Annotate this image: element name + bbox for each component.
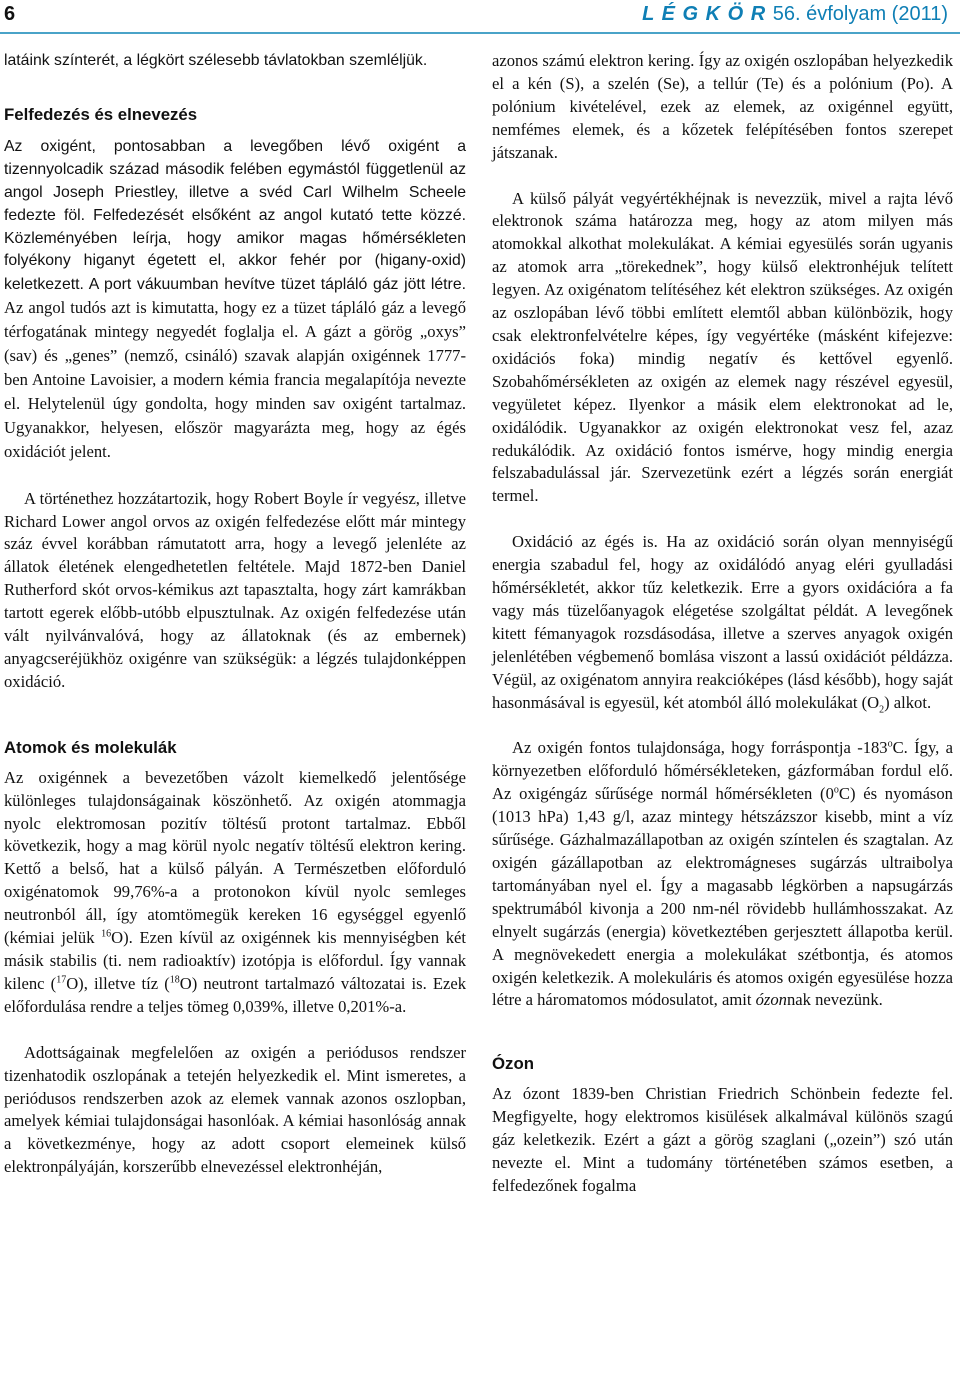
paragraph-part: ) alkot.: [884, 692, 932, 712]
paragraph: [492, 531, 953, 714]
paragraph-part: C) és nyomáson (1013 hPa) 1,43 g/l, azaz mintegy hétszázszor kisebb, mint a víz sűrűsége. Gázhalmazállapotban az oxigén színtelen és szagtalan. Az oxigén gázállapotban az elektromágneses sugárzás ultraibolya tartományában nyel el. Így a magasabb légkörben a napsugárzás spektrumából kivonja a 200 nm-nél rövidebb hullámhosszakat. Az elnyelt sugárzás (energia) következtében gerjesztett állapotba kerül. A megnövekedett energia a molekulákat szétbontja, és atomos oxigén keletkezik. A molekuláris és atomos oxigén egyesülése hozza létre a háromatomos módosulatot, amit: [492, 784, 953, 1010]
paragraph-part: Az angol tudós azt is kimutatta, hogy ez a tüzet tápláló gáz a levegő térfogatának mintegy negyedét foglalja el. A gázt a görög „oxys” (sav) és „genes” (nemző, csináló) szavak alapján oxigénnek 1777-ben Antoine Lavoisier, a modern kémia francia megalapítója nevezte el. Helytelenül úgy gondolta, hogy minden sav oxigént tartalmaz. Ugyanakkor, helyesen, először magyarázta meg, hogy az égés oxidációt jelent.: [4, 298, 466, 461]
paragraph: azonos számú elektron kering. Így az oxigén oszlopában helyezkedik el a kén (S), a szelén (Se), a tellúr (Te) és a polónium (Po). A polónium kivételével, ezek az elemek, az oxigénnel együtt, nemfémes elemek, és a kőzetek felépítésében fontos szerepet játszanak.: [492, 51, 953, 162]
paragraph-part: Az oxigént, pontosabban a levegőben lévő oxigént a tizennyolcadik század második felében egymástól függetlenül az angol Joseph Priestley, illetve a svéd Carl Wilhelm Scheele fedezte föl. Felfedezését elsőként az angol kutató tette közzé. Közleményében leírja, hogy amikor magas hőmérsékleten folyékony higanyt égetett el, akkor fehér por (higany-oxid) keletkezett. A port vákuumban hevítve tüzet tápláló gáz jött létre.: [4, 137, 466, 294]
paragraph: A történethez hozzátartozik, hogy Robert Boyle ír vegyész, illetve Richard Lower angol orvos az oxigén felfedezése előtt már mintegy száz évvel korábban rámutatott arra, hogy a levegő jelenléte az állatok életének elengedhetetlen feltétele. Majd 1872-ben Daniel Rutherford skót orvos-kémikus azt tapasztalta, hogy zárt kamrákban tartott egerek előbb-utóbb elpusztulnak. Az oxigén felfedezése után vált nyilvánvalóvá, hogy az állatoknak (és az embernek) anyagcseréjükhöz oxigénre van szükségük: a légzés tulajdonképpen oxidáció.: [4, 488, 466, 691]
section-heading-discovery: Felfedezés és elnevezés: [4, 104, 198, 124]
degree-superscript: o: [833, 784, 839, 796]
isotope-superscript: 16: [101, 928, 112, 940]
journal-name: L É G K Ö R: [642, 3, 767, 25]
paragraph: latáink színterét, a légkört szélesebb távlatokban szemléljük.: [4, 52, 428, 69]
paragraph: A külső pályát vegyértékhéjnak is nevezzük, mivel a rajta lévő elektronok száma határozza meg, hogy az atom milyen más atomokkal alkothat molekulákat. A kémiai egyesülés során ugyanis az atomok arra „törekednek”, hogy külső elektronhéjuk telített legyen. Az oxigénatom telítéséhez két elektron szükséges. Az oxigén az oszlopában lévő többi említett elemtől abban különbözik, hogy csak elektronfelvételre képes, így vegyértéke (másként kifejezve: oxidációs foka) mindig negatív és kettővel egyenlő. Szobahőmérsékleten az oxigén az elemek nagy részével egyesül, vegyületet képez. Ilyenkor a másik elem elektronokat ad le, oxidálódik. Ugyanakkor az oxigén elektronokat vesz fel, azaz redukálódik. Az oxidáció fontos ismérve, hogy mindig energia felszabadulással jár. Szervezetünk ezért a légzés során energiát termel.: [492, 188, 953, 506]
paragraph: [4, 136, 466, 465]
ozone-term: ózon: [755, 990, 787, 1010]
isotope-superscript: 18: [169, 974, 180, 986]
paragraph-part: O). Ezen kívül az oxigénnek kis mennyiségben két másik stabilis (ti. nem radioaktív) izotópja is előfordul. Így vannak kilenc (: [4, 928, 466, 993]
paragraph: [4, 767, 466, 1019]
page-number: 6: [4, 3, 16, 25]
paragraph: [492, 737, 953, 1012]
formula-subscript: 2: [879, 703, 885, 715]
degree-superscript: o: [887, 738, 893, 750]
page-header: [0, 0, 960, 34]
paragraph: Az ózont 1839-ben Christian Friedrich Schönbein fedezte fel. Megfigyelte, hogy elektromos kisülések alkalmával különös szagú gáz keletkezik. Ezért a gázt a görög szaglani („ozein”) szó után nevezte el. Mint a tudomány történetében számos esetben, a felfedezőnek fogalma: [492, 1084, 953, 1195]
isotope-superscript: 17: [56, 974, 67, 986]
paragraph-part: O), illetve tíz (: [66, 973, 170, 993]
paragraph-part: Oxidáció az égés is. Ha az oxidáció során olyan mennyiségű energia szabadul fel, hogy az oxidálódó anyag eléri gyulladási hőmérsékletét, akkor tűz keletkezik. Erre a gyors oxidációra a fa vagy más tüzelőanyagok elégetése szolgáltat példát. A levegőnek kitett fémanyagok rozsdásodása, illetve a szerves anyagok oxigén jelenlétében végbemenő bomlása viszont a lassú oxidációt példázza. Végül, az oxigénatom annyira reakcióképes (lásd később), hogy saját hasonmásával is egyesül, két atomból álló molekulákat (O: [492, 532, 953, 712]
paragraph-part: Az oxigénnek a bevezetőben vázolt kiemelkedő jelentősége különleges tulajdonságainak köszönhető. Az oxigén atommagja nyolc elektromosan pozitív töltésű protont tartalmaz. Ebből következik, hogy a mag körül nyolc negatív töltésű elektron kering. Kettő a belső, hat a külső pályán. A Természetben előforduló oxigénatomok 99,76%-a a protonokon kívül nyolc semleges neutronból áll, így atomtömegük kereken 16 egységgel egyenlő (kémiai jelük: [4, 767, 466, 948]
left-column: [4, 50, 466, 1179]
paragraph-part: nak nevezünk.: [786, 990, 883, 1010]
journal-title: [642, 3, 948, 26]
journal-issue: 56. évfolyam (2011): [772, 3, 948, 25]
right-column: [492, 50, 953, 1198]
section-heading-ozone: Ózon: [492, 1054, 534, 1074]
paragraph: Adottságainak megfelelően az oxigén a periódusos rendszer tizenhatodik oszlopának a tetején helyezkedik el. Mint ismeretes, a periódusos rendszerben azok az elemek vannak azonos oszlopban, amelyek kémiai tulajdonságai hasonlóak. A kémiai hasonlóság annak a következménye, hogy az adott csoport elemeinek külső elektronpályáján, korszerűbb elnevezéssel elektronhéján,: [4, 1042, 466, 1177]
paragraph-part: Az oxigén fontos tulajdonsága, hogy forráspontja -183: [512, 738, 888, 758]
paragraph-part: O) neutront tartalmazó változatai is. Ezek előfordulása rendre a teljes tömeg 0,039%, illetve 0,201%-a.: [4, 973, 466, 1016]
paragraph-part: C. Így, a környezetben előforduló hőmérsékleteken, gázformában fordul elő. Az oxigéngáz sűrűsége normál hőmérsékleten (0: [492, 738, 953, 804]
section-heading-atoms: Atomok és molekulák: [4, 737, 177, 757]
